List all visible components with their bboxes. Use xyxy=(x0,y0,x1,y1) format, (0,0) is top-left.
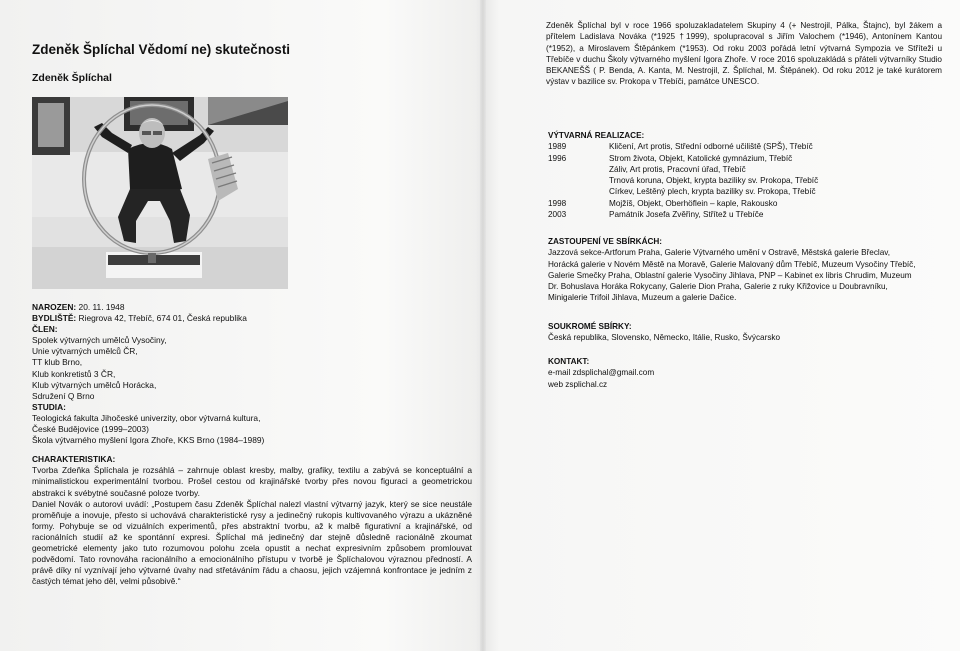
studies-item: Teologická fakulta Jihočeské univerzity, obor výtvarná kultura, xyxy=(32,412,261,423)
private-collections-label: SOUKROMÉ SBÍRKY: xyxy=(548,322,632,331)
collections-section xyxy=(548,236,948,304)
works-text: Trnová koruna, Objekt, krypta baziliky sv. Prokopa, Třebíč xyxy=(609,176,819,186)
works-label: VÝTVARNÁ REALIZACE: xyxy=(548,131,645,140)
works-year xyxy=(548,164,609,175)
works-text: Záliv, Art protis, Pracovní úřad, Třebíč xyxy=(609,164,746,174)
works-year: 1998 xyxy=(548,198,567,208)
member-item: Sdružení Q Brno xyxy=(32,390,95,401)
contact-section xyxy=(548,356,948,390)
works-text: Církev, Leštěný plech, krypta baziliky sv. Prokopa, Třebíč xyxy=(609,187,816,197)
works-row xyxy=(548,209,948,220)
works-text: Kličení, Art protis, Střední odborné učiliště (SPŠ), Třebíč xyxy=(609,142,813,152)
member-item: Klub výtvarných umělců Horácka, xyxy=(32,379,157,390)
works-row xyxy=(548,186,948,197)
contact-web: web zsplichal.cz xyxy=(548,379,608,389)
works-year: 1996 xyxy=(548,153,567,163)
born-value: 20. 11. 1948 xyxy=(76,302,125,312)
contact-email: e-mail zdsplichal@gmail.com xyxy=(548,368,655,378)
member-item: TT klub Brno, xyxy=(32,357,83,368)
works-row xyxy=(548,175,948,186)
born-line xyxy=(32,302,472,313)
studies-item: Škola výtvarného myšlení Igora Zhoře, KKS Brno (1984–1989) xyxy=(32,435,265,446)
member-label: ČLEN: xyxy=(32,324,58,335)
characteristics-paragraph: Tvorba Zdeňka Šplíchala je rozsáhlá – zahrnuje oblast kresby, malby, grafiky, textilu a zabývá se konceptuální a minimalistickou experimentální tvorbou. Prošel cestou od krajinářské tvorby přes novou figuraci a geometrickou abstrakci k svébytné současné poloze tvorby. xyxy=(32,465,472,498)
author-name: Zdeněk Šplíchal xyxy=(32,72,112,84)
collections-label: ZASTOUPENÍ VE SBÍRKÁCH: xyxy=(548,237,663,246)
studies-label: STUDIA: xyxy=(32,401,66,412)
collections-line: Jazzová sekce-Artforum Praha, Galerie Výtvarného umění v Ostravě, Městská galerie Břeclav, xyxy=(548,248,891,258)
works-year xyxy=(548,186,609,197)
works-row xyxy=(548,153,948,164)
works-text: Strom života, Objekt, Katolické gymnázium, Třebíč xyxy=(609,153,793,163)
collections-line: Galerie Smečky Praha, Oblastní galerie Vysočiny Jihlava, PNP – Kabinet ex libris Chrudim, Muzeum xyxy=(548,270,912,280)
residence-line xyxy=(32,313,472,324)
artist-photo xyxy=(32,97,288,289)
works-year: 2003 xyxy=(548,210,567,220)
works-row xyxy=(548,164,948,175)
works-section xyxy=(548,130,948,220)
works-year: 1989 xyxy=(548,142,567,152)
residence-label: BYDLIŠTĚ: xyxy=(32,313,77,324)
works-year xyxy=(548,175,609,186)
member-item: Spolek výtvarných umělců Vysočiny, xyxy=(32,335,167,346)
studies-item: České Budějovice (1999–2003) xyxy=(32,424,149,435)
member-item: Klub konkretistů 3 ČR, xyxy=(32,368,116,379)
works-row xyxy=(548,141,948,152)
residence-value: Riegrova 42, Třebíč, 674 01, Česká republika xyxy=(76,313,247,324)
collections-line: Dr. Bohuslava Horáka Rokycany, Galerie Dion Praha, Galerie z ruky Křižovice u Doubravníku, xyxy=(548,282,888,292)
private-collections-section xyxy=(548,321,948,344)
info-block xyxy=(32,302,472,587)
quote-paragraph: Daniel Novák o autorovi uvádí: „Postupem času Zdeněk Šplíchal nalezl vlastní výtvarný jazyk, který se sice neustále proměňuje a inovuje, přesto si uchovává charakteristické rysy a jedinečný rukopis kultivovaného výrazu a ukázněné formy. Pohybuje se od vizuálních experimentů, přes abstraktní tvorbu, až k malbě figurativní a krajinářské, od racionálních studií až ke spontánní expresi. Šplíchal má jedinečný dar stejně důsledně racionálně zkoumat geometrické elementy jako tuto rozumovou polohu zcela opustit a nechat expresivním způsobem promlouvat podvědomí. Tato rovnováha racionálního a emocionálního přístupu v tvorbě je Šplíchalovou výraznou předností. A právě díky ní vyznívají jeho výtvarné úvahy nad střetáváním řádu a chaosu, jejich vzájemná konfrontace je jedním z častých témat jeho děl, velmi působivě.“ xyxy=(32,498,472,587)
page-fold xyxy=(480,0,486,651)
born-label: NAROZEN: xyxy=(32,302,77,312)
biography-intro: Zdeněk Šplíchal byl v roce 1966 spoluzakladatelem Skupiny 4 (+ Nestrojil, Pálka, Štajnc), byl žákem a přítelem Ladislava Nováka (*1925 †1999), spolupracoval s Jiřím Valochem (*1946), Antonínem Kantou (*1952), a Miroslavem Štěpánkem (*1953). Od roku 2003 pořádá letní výtvarná Sympozia ve Stříteži u Třebíče v duchu Školy výtvarného myšlení Igora Zhoře. V roce 2016 spoluzakládá s přáteli výtvarníky Studio BEKANEŠŠ ( P. Benda, A. Kanta, M. Nestrojil, Z. Šplíchal, M. Štěpánek). Od roku 2012 je také kurátorem výstav v bazilice sv. Prokopa v Třebíči, památce UNESCO. xyxy=(546,21,942,87)
contact-label: KONTAKT: xyxy=(548,357,590,366)
member-item: Unie výtvarných umělců ČR, xyxy=(32,346,138,357)
collections-line: Horácká galerie v Novém Městě na Moravě, Galerie Malovaný dům Třebíč, Muzeum Vysočiny Třebíč, xyxy=(548,259,916,269)
collections-line: Minigalerie Trifoil Jihlava, Muzeum a galerie Dačice. xyxy=(548,293,737,303)
works-text: Památník Josefa Zvěřiny, Střítež u Třebíče xyxy=(609,210,764,220)
works-row xyxy=(548,198,948,209)
characteristics-label: CHARAKTERISTIKA: xyxy=(32,454,116,465)
works-text: Mojžíš, Objekt, Oberhöflein – kaple, Rakousko xyxy=(609,198,778,208)
page-title: Zdeněk Šplíchal Vědomí ne) skutečnosti xyxy=(32,42,291,57)
private-collections-text: Česká republika, Slovensko, Německo, Itálie, Rusko, Švýcarsko xyxy=(548,333,781,343)
